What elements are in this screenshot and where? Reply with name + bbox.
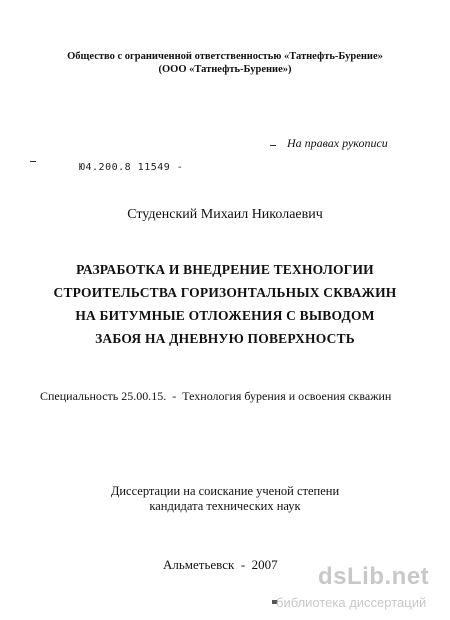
organization-short-name: (ООО «Татнефть-Бурение») [158,64,292,75]
scan-mark [270,145,276,146]
title-line: ЗАБОЯ НА ДНЕВНУЮ ПОВЕРХНОСТЬ [95,331,355,346]
organization-name [0,50,450,76]
degree-line-2: кандидата технических наук [149,499,301,513]
title-line: НА БИТУМНЫЕ ОТЛОЖЕНИЯ С ВЫВОДОМ [75,308,375,323]
rights-note: На правах рукописи [287,136,388,150]
title-line: СТРОИТЕЛЬСТВА ГОРИЗОНТАЛЬНЫХ СКВАЖИН [53,285,397,300]
city-year: Альметьевск - 2007 [163,557,278,572]
specialty: Специальность 25.00.15. - Технология бурения и освоения скважин [40,389,392,403]
dissertation-title [0,258,450,350]
degree-line-1: Диссертации на соискание ученой степени [110,484,340,498]
organization-full-name: Общество с ограниченной ответственностью «Татнефть-Бурение» [67,51,383,62]
degree-statement [0,484,450,514]
author-name: Студенский Михаил Николаевич [127,207,323,222]
watermark-logo: dsLib.net [318,563,430,590]
title-line: РАЗРАБОТКА И ВНЕДРЕНИЕ ТЕХНОЛОГИИ [76,262,374,277]
scan-mark [30,161,36,162]
catalog-stamp: Ю4.200.8 11549 - [79,162,184,173]
watermark-subtitle: библиотека диссертаций [276,595,427,610]
